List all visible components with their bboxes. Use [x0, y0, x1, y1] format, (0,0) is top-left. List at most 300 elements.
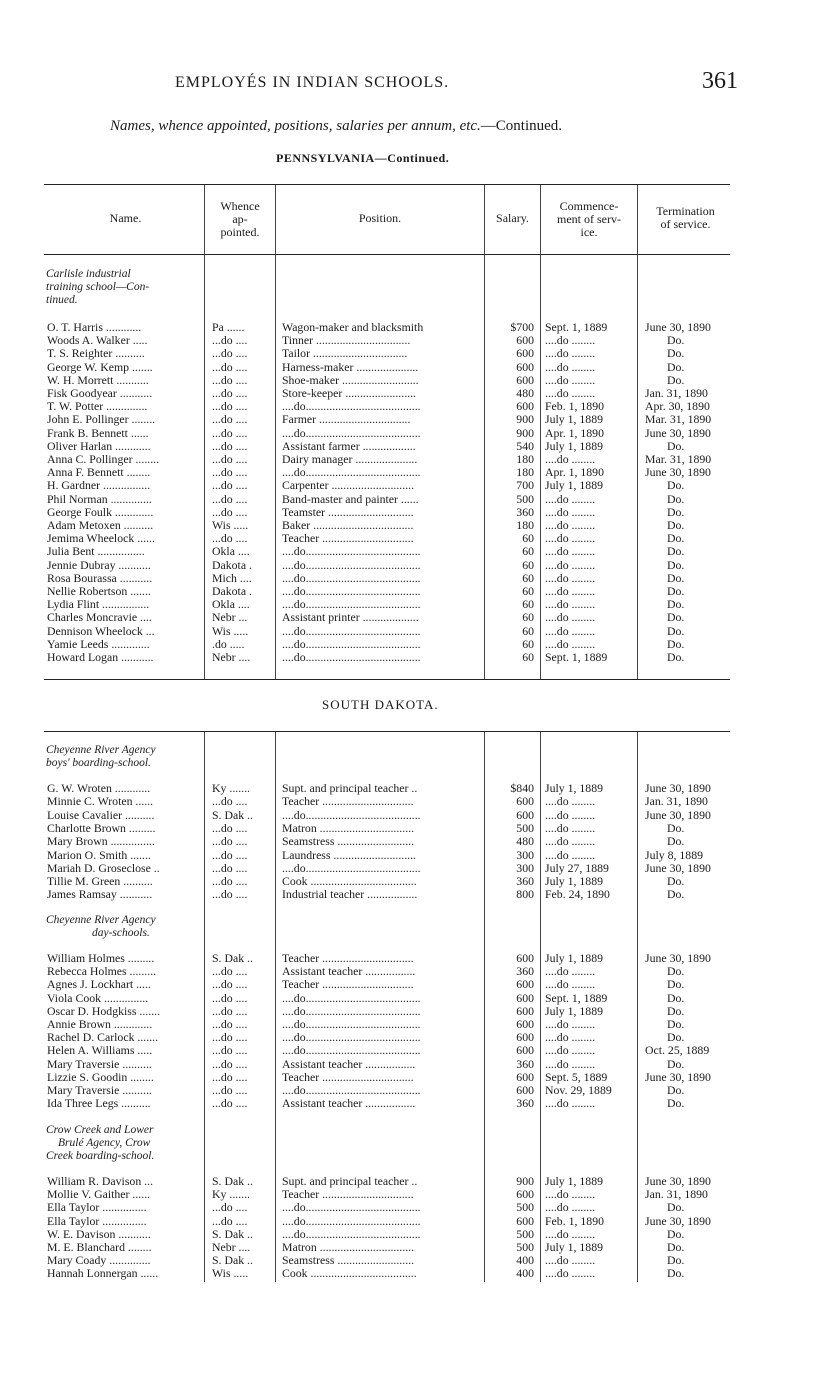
- cell-salary: 180: [516, 466, 534, 480]
- section-heading-cheyenne-boarding: [46, 744, 204, 770]
- cell-salary: 900: [516, 413, 534, 427]
- cell-position: Laundress ............................: [282, 848, 417, 862]
- cell-termination: Do.: [667, 1084, 685, 1097]
- section-heading-line: Brulé Agency, Crow: [58, 1137, 151, 1149]
- cell-position: ....do.......................................: [282, 426, 421, 440]
- cell-whence: ...do ....: [212, 347, 248, 361]
- col-header-whence: [205, 200, 275, 239]
- section-heading-line: tinued.: [46, 294, 78, 306]
- cell-name: Ida Three Legs ..........: [47, 1097, 151, 1111]
- cell-commencement: ....do ........: [545, 978, 596, 992]
- cell-position: ....do.......................................: [282, 466, 421, 480]
- cell-salary: 360: [516, 965, 534, 979]
- cell-commencement: ....do ........: [545, 1097, 596, 1111]
- cell-salary: 600: [516, 1188, 534, 1202]
- cell-commencement: July 1, 1889: [545, 479, 604, 493]
- table-bottom-rule: [44, 679, 730, 680]
- cell-whence: ...do ....: [212, 413, 248, 427]
- section-heading-line: training school—Con-: [46, 281, 150, 293]
- cell-whence: ...do ....: [212, 373, 248, 387]
- cell-commencement: July 1, 1889: [545, 1175, 604, 1188]
- cell-commencement: Sept. 1, 1889: [545, 321, 608, 334]
- cell-commencement: ....do ........: [545, 453, 596, 466]
- cell-name: Howard Logan ...........: [47, 651, 154, 664]
- cell-position: ....do.......................................: [282, 991, 421, 1005]
- col-header-whence-line: ap-: [232, 212, 248, 226]
- cell-salary: 600: [516, 400, 534, 414]
- cell-position: Dairy manager .....................: [282, 453, 418, 466]
- cell-name: Anna C. Pollinger ........: [47, 453, 160, 466]
- cell-name: Anna F. Bennett ........: [47, 466, 151, 480]
- cell-termination: Do.: [667, 611, 685, 625]
- cell-termination: Oct. 25, 1889: [645, 1044, 710, 1058]
- cell-salary: 540: [516, 439, 534, 453]
- cell-termination: Do.: [667, 532, 685, 546]
- cell-position: Seamstress ..........................: [282, 835, 415, 849]
- cell-termination: June 30, 1890: [645, 466, 711, 480]
- cell-name: Rebecca Holmes .........: [47, 965, 157, 979]
- section-heading-carlisle: [46, 268, 204, 307]
- cell-whence: ...do ....: [212, 965, 248, 979]
- cell-name: Rachel D. Carlock .......: [47, 1031, 159, 1045]
- cell-name: Mary Brown ...............: [47, 835, 155, 849]
- cell-termination: Do.: [667, 875, 685, 889]
- cell-salary: 480: [516, 387, 534, 400]
- section-heading-line: Carlisle industrial: [46, 268, 131, 280]
- cell-name: M. E. Blanchard ........: [47, 1241, 152, 1254]
- cell-position: ....do.......................................: [282, 1044, 421, 1058]
- cell-whence: Okla ....: [212, 598, 250, 612]
- cell-whence: Dakota .: [212, 585, 252, 598]
- cell-position: Teacher ...............................: [282, 978, 414, 992]
- cell-position: Cook ....................................: [282, 875, 417, 889]
- cell-whence: S. Dak ..: [212, 808, 253, 822]
- cell-name: Minnie C. Wroten ......: [47, 795, 154, 809]
- column-rule: [540, 732, 541, 1282]
- cell-commencement: ....do ........: [545, 347, 596, 361]
- cell-position: Assistant teacher .................: [282, 1097, 416, 1111]
- cell-name: Oscar D. Hodgkiss .......: [47, 1004, 161, 1018]
- cell-commencement: ....do ........: [545, 492, 596, 506]
- cell-name: Woods A. Walker .....: [47, 334, 148, 348]
- cell-salary: 500: [516, 1201, 534, 1215]
- cell-termination: June 30, 1890: [645, 1175, 711, 1188]
- cell-salary: 360: [516, 1057, 534, 1071]
- cell-commencement: Nov. 29, 1889: [545, 1084, 612, 1097]
- cell-salary: 600: [516, 1018, 534, 1031]
- cell-termination: Do.: [667, 558, 685, 572]
- column-rule: [637, 185, 638, 679]
- cell-position: Tailor ................................: [282, 347, 408, 361]
- cell-salary: 60: [522, 651, 534, 664]
- col-header-commencement-line: ment of serv-: [557, 212, 621, 226]
- cell-commencement: ....do ........: [545, 571, 596, 585]
- cell-position: Assistant teacher .................: [282, 1057, 416, 1071]
- cell-name: Jemima Wheelock ......: [47, 532, 155, 546]
- cell-salary: 600: [516, 373, 534, 387]
- cell-name: Charlotte Brown .........: [47, 821, 156, 835]
- cell-commencement: Feb. 1, 1890: [545, 1214, 604, 1228]
- col-header-salary: Salary.: [496, 211, 529, 225]
- cell-name: Lizzie S. Goodin ........: [47, 1070, 154, 1084]
- cell-name: H. Gardner ................: [47, 479, 151, 493]
- cell-salary: 400: [516, 1267, 534, 1281]
- cell-position: Seamstress ..........................: [282, 1254, 415, 1268]
- state-heading-pennsylvania: PENNSYLVANIA—Continued.: [276, 151, 450, 165]
- cell-position: Shoe-maker ..........................: [282, 373, 419, 387]
- cell-whence: Nebr ....: [212, 1241, 251, 1254]
- cell-termination: July 8, 1889: [645, 848, 704, 862]
- cell-commencement: ....do ........: [545, 624, 596, 638]
- cell-name: Nellie Robertson .......: [47, 585, 151, 598]
- cell-name: Rosa Bourassa ...........: [47, 571, 153, 585]
- cell-commencement: ....do ........: [545, 360, 596, 374]
- cell-whence: ...do ....: [212, 334, 248, 348]
- cell-whence: ...do ....: [212, 426, 248, 440]
- cell-position: ....do.......................................: [282, 558, 421, 572]
- cell-whence: ...do ....: [212, 453, 248, 466]
- cell-termination: Do.: [667, 1057, 685, 1071]
- cell-commencement: ....do ........: [545, 821, 596, 835]
- cell-commencement: ....do ........: [545, 1018, 596, 1031]
- cell-salary: 60: [522, 585, 534, 598]
- cell-name: T. S. Reighter ..........: [47, 347, 145, 361]
- cell-position: ....do.......................................: [282, 1227, 421, 1241]
- cell-name: James Ramsay ...........: [47, 888, 153, 902]
- cell-termination: Do.: [667, 545, 685, 559]
- cell-position: Supt. and principal teacher ..: [282, 782, 418, 795]
- cell-commencement: ....do ........: [545, 334, 596, 348]
- cell-salary: 500: [516, 492, 534, 506]
- cell-commencement: Feb. 1, 1890: [545, 400, 604, 414]
- cell-whence: Wis .....: [212, 1267, 249, 1281]
- cell-termination: Do.: [667, 1241, 685, 1254]
- cell-salary: 60: [522, 558, 534, 572]
- cell-name: Mariah D. Groseclose ..: [47, 861, 160, 875]
- cell-commencement: ....do ........: [545, 835, 596, 849]
- cell-commencement: ....do ........: [545, 637, 596, 651]
- cell-commencement: July 1, 1889: [545, 782, 604, 795]
- cell-commencement: ....do ........: [545, 1188, 596, 1202]
- cell-whence: ...do ....: [212, 532, 248, 546]
- section-heading-line: Creek boarding-school.: [46, 1150, 155, 1162]
- section-heading-line: Cheyenne River Agency: [46, 744, 156, 756]
- cell-whence: S. Dak ..: [212, 1175, 253, 1188]
- table-subtitle: [110, 118, 562, 135]
- section-heading-line: boys' boarding-school.: [46, 757, 151, 769]
- column-rule: [540, 185, 541, 679]
- cell-commencement: July 1, 1889: [545, 413, 604, 427]
- cell-termination: June 30, 1890: [645, 952, 711, 965]
- cell-whence: ...do ....: [212, 795, 248, 809]
- cell-name: Mary Traversie ..........: [47, 1084, 152, 1097]
- column-rule: [484, 185, 485, 679]
- cell-position: Carpenter ............................: [282, 479, 415, 493]
- state-heading-south-dakota: SOUTH DAKOTA.: [322, 697, 439, 712]
- cell-position: ....do.......................................: [282, 624, 421, 638]
- cell-position: Farmer ...............................: [282, 413, 411, 427]
- section-heading-crow-creek: [46, 1124, 204, 1163]
- cell-termination: Do.: [667, 1254, 685, 1268]
- cell-whence: ...do ....: [212, 861, 248, 875]
- cell-whence: ...do ....: [212, 360, 248, 374]
- cell-position: Assistant farmer ..................: [282, 439, 416, 453]
- cell-name: Frank B. Bennett ......: [47, 426, 149, 440]
- cell-commencement: ....do ........: [545, 558, 596, 572]
- cell-name: Mollie V. Gaither ......: [47, 1188, 151, 1202]
- cell-position: Tinner ................................: [282, 334, 411, 348]
- cell-termination: Do.: [667, 571, 685, 585]
- cell-termination: Do.: [667, 835, 685, 849]
- cell-commencement: July 1, 1889: [545, 439, 604, 453]
- cell-whence: Mich ....: [212, 571, 252, 585]
- cell-salary: 60: [522, 571, 534, 585]
- cell-commencement: July 1, 1889: [545, 875, 604, 889]
- cell-whence: ...do ....: [212, 1044, 248, 1058]
- cell-salary: 600: [516, 1031, 534, 1045]
- cell-position: Band-master and painter ......: [282, 492, 419, 506]
- cell-name: Dennison Wheelock ...: [47, 624, 155, 638]
- cell-salary: 600: [516, 1084, 534, 1097]
- cell-position: ....do.......................................: [282, 808, 421, 822]
- column-rule: [275, 185, 276, 679]
- cell-salary: 360: [516, 1097, 534, 1111]
- cell-whence: ...do ....: [212, 1057, 248, 1071]
- running-header: EMPLOYÉS IN INDIAN SCHOOLS.: [175, 74, 450, 91]
- cell-commencement: ....do ........: [545, 519, 596, 532]
- section-heading-line: Crow Creek and Lower: [46, 1124, 154, 1136]
- cell-salary: 60: [522, 532, 534, 546]
- cell-termination: Do.: [667, 624, 685, 638]
- cell-commencement: ....do ........: [545, 545, 596, 559]
- cell-whence: Wis .....: [212, 519, 249, 532]
- cell-position: Industrial teacher .................: [282, 888, 418, 902]
- cell-salary: 60: [522, 637, 534, 651]
- cell-salary: 480: [516, 835, 534, 849]
- col-header-whence-line: Whence: [220, 199, 260, 213]
- cell-position: Baker ..................................: [282, 519, 414, 532]
- cell-name: Marion O. Smith .......: [47, 848, 151, 862]
- cell-termination: June 30, 1890: [645, 808, 711, 822]
- cell-position: Teamster .............................: [282, 505, 414, 519]
- cell-position: ....do.......................................: [282, 1201, 421, 1215]
- cell-termination: Do.: [667, 1031, 685, 1045]
- cell-termination: Mar. 31, 1890: [645, 453, 712, 466]
- cell-commencement: ....do ........: [545, 1044, 596, 1058]
- cell-termination: Do.: [667, 360, 685, 374]
- cell-whence: ...do ....: [212, 505, 248, 519]
- column-rule: [275, 732, 276, 1282]
- cell-commencement: ....do ........: [545, 808, 596, 822]
- table-top-rule: [44, 731, 730, 732]
- cell-commencement: Apr. 1, 1890: [545, 466, 604, 480]
- cell-name: William Holmes .........: [47, 952, 155, 965]
- cell-termination: Do.: [667, 334, 685, 348]
- cell-commencement: July 1, 1889: [545, 952, 604, 965]
- cell-salary: 60: [522, 598, 534, 612]
- cell-commencement: ....do ........: [545, 848, 596, 862]
- cell-name: John E. Pollinger ........: [47, 413, 156, 427]
- cell-termination: Do.: [667, 505, 685, 519]
- cell-commencement: ....do ........: [545, 1201, 596, 1215]
- cell-whence: ...do ....: [212, 1084, 248, 1097]
- cell-whence: ...do ....: [212, 835, 248, 849]
- cell-whence: Nebr ...: [212, 611, 248, 625]
- col-header-position: Position.: [358, 211, 402, 225]
- cell-salary: $840: [510, 782, 534, 795]
- cell-position: ....do.......................................: [282, 651, 421, 664]
- cell-salary: 600: [516, 795, 534, 809]
- cell-termination: June 30, 1890: [645, 1070, 711, 1084]
- cell-position: Assistant teacher .................: [282, 965, 416, 979]
- cell-termination: Do.: [667, 519, 685, 532]
- cell-salary: 500: [516, 1227, 534, 1241]
- cell-name: Mary Traversie ..........: [47, 1057, 152, 1071]
- cell-position: Harness-maker .....................: [282, 360, 419, 374]
- cell-termination: Do.: [667, 1227, 685, 1241]
- cell-position: ....do.......................................: [282, 1018, 421, 1031]
- cell-position: ....do.......................................: [282, 571, 421, 585]
- cell-name: Yamie Leeds .............: [47, 637, 150, 651]
- cell-whence: ...do ....: [212, 1070, 248, 1084]
- cell-salary: 360: [516, 875, 534, 889]
- cell-salary: 900: [516, 1175, 534, 1188]
- page-number: 361: [702, 68, 738, 94]
- cell-name: Louise Cavalier ..........: [47, 808, 155, 822]
- cell-position: ....do.......................................: [282, 861, 421, 875]
- col-header-commencement-line: Commence-: [559, 199, 619, 213]
- cell-name: Jennie Dubray ...........: [47, 558, 151, 572]
- cell-termination: Do.: [667, 585, 685, 598]
- cell-salary: 180: [516, 453, 534, 466]
- col-header-whence-line: pointed.: [220, 225, 260, 239]
- cell-salary: 180: [516, 519, 534, 532]
- cell-commencement: ....do ........: [545, 585, 596, 598]
- cell-position: Wagon-maker and blacksmith: [282, 321, 424, 334]
- cell-commencement: Feb. 24, 1890: [545, 888, 610, 902]
- cell-salary: 600: [516, 347, 534, 361]
- cell-salary: 500: [516, 821, 534, 835]
- cell-position: ....do.......................................: [282, 598, 421, 612]
- cell-termination: Do.: [667, 1097, 685, 1111]
- cell-name: Fisk Goodyear ...........: [47, 387, 153, 400]
- col-header-termination-line: of service.: [660, 217, 711, 231]
- cell-position: Teacher ...............................: [282, 1188, 414, 1202]
- col-header-commencement-line: ice.: [580, 225, 598, 239]
- cell-commencement: ....do ........: [545, 965, 596, 979]
- cell-salary: 600: [516, 952, 534, 965]
- cell-name: Tillie M. Green ..........: [47, 875, 153, 889]
- cell-position: ....do.......................................: [282, 1084, 421, 1097]
- section-heading-line: Cheyenne River Agency: [46, 914, 156, 926]
- cell-name: George Foulk .............: [47, 505, 154, 519]
- cell-salary: $700: [510, 321, 534, 334]
- cell-name: Ella Taylor ...............: [47, 1201, 147, 1215]
- cell-whence: ...do ....: [212, 1031, 248, 1045]
- cell-commencement: ....do ........: [545, 505, 596, 519]
- cell-salary: 600: [516, 1070, 534, 1084]
- cell-commencement: Sept. 1, 1889: [545, 991, 608, 1005]
- cell-salary: 600: [516, 978, 534, 992]
- cell-termination: Jan. 31, 1890: [645, 1188, 708, 1202]
- cell-salary: 300: [516, 848, 534, 862]
- cell-position: ....do.......................................: [282, 1214, 421, 1228]
- cell-termination: Apr. 30, 1890: [645, 400, 710, 414]
- cell-salary: 60: [522, 624, 534, 638]
- cell-salary: 800: [516, 888, 534, 902]
- cell-name: Mary Coady ..............: [47, 1254, 151, 1268]
- cell-salary: 900: [516, 426, 534, 440]
- cell-termination: Do.: [667, 492, 685, 506]
- cell-salary: 600: [516, 991, 534, 1005]
- cell-whence: Dakota .: [212, 558, 252, 572]
- cell-termination: Do.: [667, 978, 685, 992]
- cell-whence: ...do ....: [212, 821, 248, 835]
- cell-whence: S. Dak ..: [212, 1254, 253, 1268]
- cell-termination: Do.: [667, 598, 685, 612]
- cell-name: Agnes J. Lockhart .....: [47, 978, 151, 992]
- cell-name: G. W. Wroten ............: [47, 782, 151, 795]
- cell-position: ....do.......................................: [282, 545, 421, 559]
- cell-whence: Nebr ....: [212, 651, 251, 664]
- cell-whence: ...do ....: [212, 1097, 248, 1111]
- cell-position: Supt. and principal teacher ..: [282, 1175, 418, 1188]
- cell-whence: ...do ....: [212, 466, 248, 480]
- cell-whence: Wis .....: [212, 624, 249, 638]
- cell-name: O. T. Harris ............: [47, 321, 142, 334]
- cell-name: Julia Bent ................: [47, 545, 145, 559]
- cell-name: William R. Davison ...: [47, 1175, 154, 1188]
- cell-name: Hannah Lonnergan ......: [47, 1267, 159, 1281]
- column-rule: [637, 732, 638, 1282]
- cell-commencement: ....do ........: [545, 1254, 596, 1268]
- cell-position: Teacher ...............................: [282, 795, 414, 809]
- cell-termination: Do.: [667, 1201, 685, 1215]
- cell-whence: ...do ....: [212, 387, 248, 400]
- cell-termination: Do.: [667, 821, 685, 835]
- cell-salary: 500: [516, 1241, 534, 1254]
- cell-position: Assistant printer ...................: [282, 611, 419, 625]
- cell-position: Teacher ...............................: [282, 952, 414, 965]
- cell-salary: 360: [516, 505, 534, 519]
- cell-whence: ...do ....: [212, 978, 248, 992]
- cell-termination: Mar. 31, 1890: [645, 413, 712, 427]
- cell-commencement: Apr. 1, 1890: [545, 426, 604, 440]
- cell-commencement: ....do ........: [545, 611, 596, 625]
- cell-whence: ...do ....: [212, 875, 248, 889]
- cell-commencement: ....do ........: [545, 532, 596, 546]
- col-header-name: Name.: [109, 211, 142, 225]
- cell-position: Cook ....................................: [282, 1267, 417, 1281]
- cell-salary: 600: [516, 360, 534, 374]
- cell-commencement: July 1, 1889: [545, 1241, 604, 1254]
- cell-termination: Jan. 31, 1890: [645, 387, 708, 400]
- cell-termination: June 30, 1890: [645, 321, 711, 334]
- cell-salary: 300: [516, 861, 534, 875]
- cell-termination: Do.: [667, 637, 685, 651]
- cell-position: Store-keeper ........................: [282, 387, 416, 400]
- cell-position: ....do.......................................: [282, 1031, 421, 1045]
- cell-commencement: ....do ........: [545, 1057, 596, 1071]
- cell-commencement: ....do ........: [545, 1227, 596, 1241]
- cell-whence: ...do ....: [212, 848, 248, 862]
- cell-termination: Do.: [667, 965, 685, 979]
- cell-commencement: ....do ........: [545, 598, 596, 612]
- cell-whence: S. Dak ..: [212, 1227, 253, 1241]
- cell-name: W. E. Davison ...........: [47, 1227, 151, 1241]
- cell-name: Helen A. Williams .....: [47, 1044, 153, 1058]
- subtitle-continued: —Continued.: [480, 118, 563, 134]
